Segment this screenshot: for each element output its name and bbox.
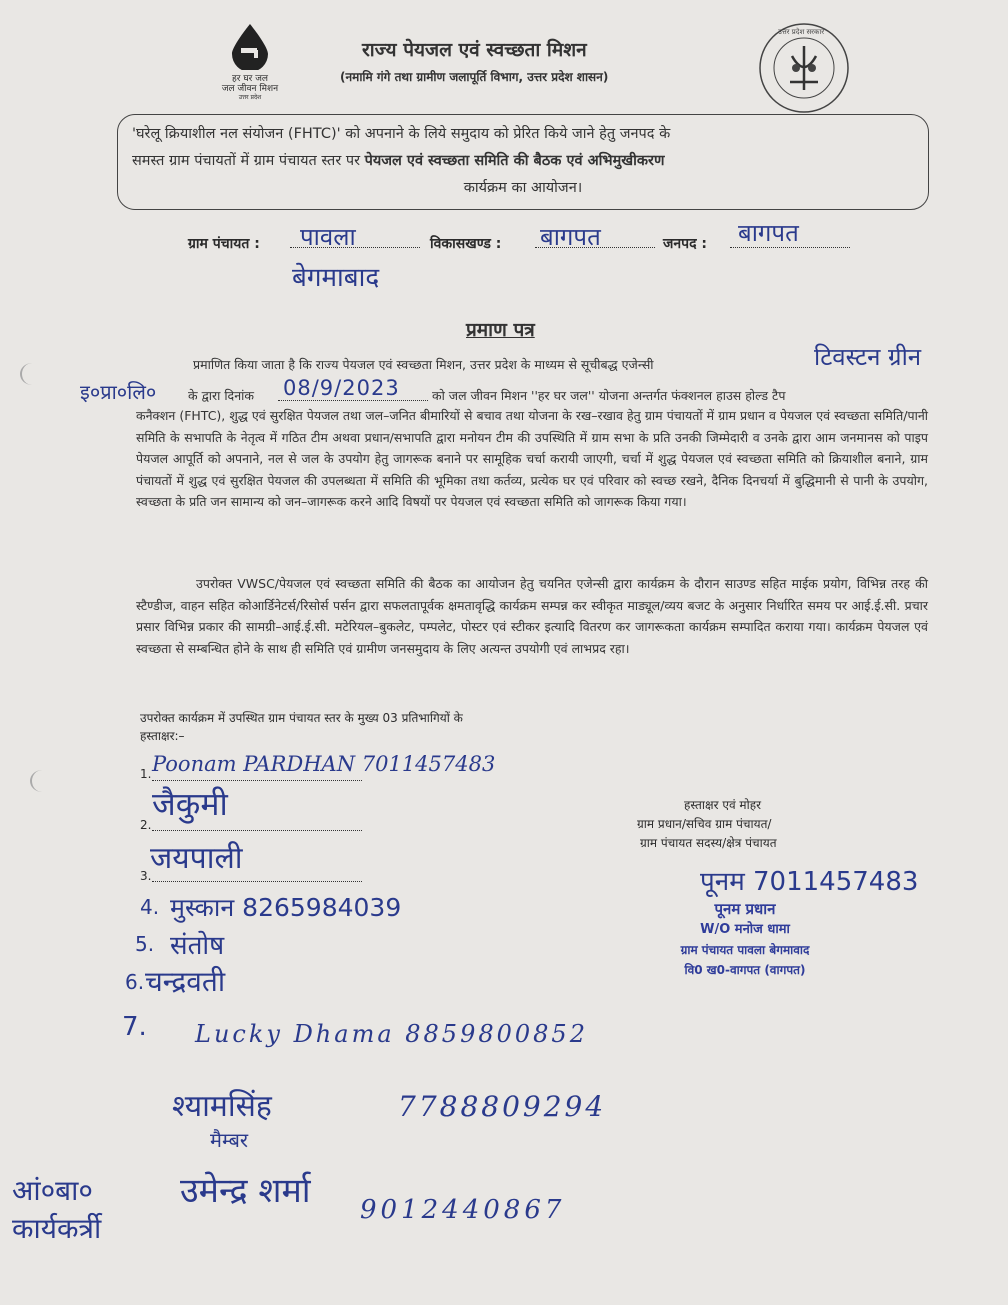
logo-line-1: हर घर जल — [232, 74, 268, 84]
para1-line2a: के द्वारा दिनांक — [188, 388, 254, 403]
participant-2-sign: जैकुमी — [152, 785, 228, 823]
certificate-heading: प्रमाण पत्र — [466, 319, 535, 341]
participant-2-num: 2. — [140, 818, 152, 832]
participant-2-blank — [152, 830, 362, 831]
gp-value-2: बेगमाबाद — [292, 263, 380, 293]
participant-5-num: 5. — [135, 932, 155, 956]
participant-6-sign: चन्द्रवती — [145, 965, 226, 998]
gp-value: पावला — [300, 223, 356, 251]
sign-role-1: ग्राम प्रधान/सचिव ग्राम पंचायत/ — [637, 817, 772, 831]
participant-3-sign: जयपाली — [150, 841, 243, 876]
date-handwritten: 08/9/2023 — [283, 376, 400, 400]
up-government-seal — [758, 22, 850, 114]
block-value: बागपत — [540, 223, 601, 251]
participant-4-num: 4. — [140, 895, 160, 919]
header-title: राज्य पेयजल एवं स्वच्छता मिशन — [362, 39, 587, 61]
signatory-9-phone: 9012440867 — [360, 1195, 566, 1225]
header-subtitle: (नमामि गंगे तथा ग्रामीण जलापूर्ति विभाग, उत्तर प्रदेश शासन) — [340, 70, 609, 84]
participant-7-sign: Lucky Dhama 8859800852 — [195, 1020, 588, 1048]
participant-3-num: 3. — [140, 869, 152, 883]
har-ghar-jal-logo — [205, 22, 295, 102]
district-label: जनपद : — [663, 236, 708, 252]
sign-seal-label: हस्ताक्षर एवं मोहर — [684, 798, 762, 812]
punch-hole-mark — [20, 363, 44, 385]
pradhan-signature: पूनम 7011457483 — [700, 867, 919, 897]
participant-7-num: 7. — [122, 1012, 147, 1042]
para1-line1: प्रमाणित किया जाता है कि राज्य पेयजल एवं स्वच्छता मिशन, उत्तर प्रदेश के माध्यम से सूचीबद्ध एजेन्सी — [193, 357, 654, 372]
agency-handwritten: टिवस्टन ग्रीन — [814, 343, 922, 371]
water-drop-icon — [226, 22, 274, 70]
signatory-8-name: श्यामसिंह — [172, 1089, 272, 1124]
stamp-wo: W/O मनोज धामा — [700, 922, 790, 937]
date-blank — [278, 400, 428, 401]
participant-3-blank — [152, 881, 362, 882]
agency-handwritten-2: इ०प्रा०लि० — [80, 380, 157, 404]
participant-1-sign: Poonam PARDHAN 7011457483 — [152, 752, 496, 776]
gp-label: ग्राम पंचायत : — [188, 236, 260, 252]
signatory-9-name: उमेन्द्र शर्मा — [180, 1171, 311, 1211]
punch-hole-mark — [30, 770, 54, 792]
logo-line-2: जल जीवन मिशन — [221, 84, 279, 94]
para1-line2b: को जल जीवन मिशन ''हर घर जल'' योजना अन्तर्गत फंक्शनल हाउस होल्ड टैप — [432, 388, 786, 403]
district-value: बागपत — [738, 219, 799, 247]
banner-line-2b: पेयजल एवं स्वच्छता समिति की बैठक एवं अभिमुखीकरण — [364, 153, 665, 169]
seal-text: उत्तर प्रदेश सरकार — [778, 28, 825, 36]
program-banner — [117, 114, 929, 210]
pradhan-stamp — [640, 898, 850, 980]
stamp-block: वि0 ख0-वागपत (वागपत) — [684, 963, 806, 977]
sign-intro-2: हस्ताक्षर:– — [140, 729, 185, 743]
stamp-name: पूनम प्रधान — [714, 900, 776, 918]
stamp-gp: ग्राम पंचायत पावला बेगमावाद — [680, 943, 810, 957]
signatory-9-role: आं०बा० कार्यकर्त्री — [12, 1174, 102, 1245]
signatory-8-phone: 7788809294 — [398, 1090, 607, 1123]
logo-line-3: उत्तर प्रदेश — [238, 94, 262, 101]
participant-1-blank — [152, 780, 362, 781]
sign-intro-1: उपरोक्त कार्यक्रम में उपस्थित ग्राम पंचायत स्तर के मुख्य 03 प्रतिभागियों के — [140, 711, 463, 725]
para2: उपरोक्त VWSC/पेयजल एवं स्वच्छता समिति की बैठक का आयोजन हेतु चयनित एजेन्सी द्वारा कार्यक्रम के दौरान साउण्ड सहित माईक प्रयोग, विभिन्न तरह की स्टैण्डीज, वाहन सहित कोआर्डिनेटर्स/रिसोर्स पर्सन द्वारा सफलतापूर्वक क्षमतावृद्धि कार्यक्रम सम्पन्न कर स्वीकृत माड्यूल/व्यय बजट के अनुसार निर्धारित समय पर आई.ई.सी. प्रचार प्रसार विभिन्न प्रकार की सामग्री–आई.ई.सी. मटेरियल–बुकलेट, पम्पलेट, पोस्टर एवं स्टीकर इत्यादि वितरण कर जागरूकता कार्यक्रम सम्पादित कराया गया। कार्यक्रम पेयजल एवं स्वच्छता से सम्बन्धित होने के साथ ही समिति एवं ग्रामीण जनसमुदाय के लिए अत्यन्त उपयोगी एवं लाभप्रद रहा। — [136, 576, 929, 656]
participant-6-num: 6. — [125, 970, 145, 994]
participant-5-sign: संतोष — [170, 931, 225, 961]
sign-role-2: ग्राम पंचायत सदस्य/क्षेत्र पंचायत — [640, 836, 777, 850]
banner-line-2a: समस्त ग्राम पंचायतों में ग्राम पंचायत स्तर पर — [132, 153, 365, 169]
participant-1-num: 1. — [140, 767, 152, 781]
para1-rest: कनैक्शन (FHTC), शुद्ध एवं सुरक्षित पेयजल तथा जल–जनित बीमारियों से बचाव तथा योजना के रख–रखाव हेतु ग्राम पंचायतों में ग्राम प्रधान व पेयजल एवं स्वच्छता समिति/पानी समिति के सभापति के नेतृत्व में गठित टीम अथवा प्रधान/सभापति द्वारा मनोयन टीम की उपस्थिति में ग्राम सभा के प्रति उनकी जिम्मेदारी व उनके द्वारा आम जनमानस को पाइप पेयजल आपूर्ति को अपनाने, नल से जल के उपयोग हेतु जागरूक बनाने पर सामूहिक चर्चा करायी जाएगी, चर्चा में शुद्ध पेयजल एवं स्वच्छता समिति को क्रियाशील बनाने, ग्राम पंचायतों में शुद्ध एवं सुरक्षित पेयजल की उपलब्धता में समिति की भूमिका तथा कर्तव्य, प्रत्येक घर एवं परिवार को स्वच्छ रखने, दैनिक दिनचर्या में बुद्धिमानी से पानी के उपयोग, स्वच्छता के प्रति जन सामान्य को जन–जागरूक करने आदि विषयों पर पेयजल एवं स्वच्छता समिति को जागरूक किया गया। — [136, 408, 928, 509]
banner-line-1: 'घरेलू क्रियाशील नल संयोजन (FHTC)' को अपनाने के लिये समुदाय को प्रेरित किये जाने हेतु जनपद के — [132, 126, 671, 142]
signatory-8-sub: मैम्बर — [210, 1128, 249, 1152]
banner-line-3: कार्यक्रम का आयोजन। — [463, 180, 583, 196]
participant-4-sign: मुस्कान 8265984039 — [170, 893, 402, 922]
block-label: विकासखण्ड : — [430, 236, 502, 252]
banner-line-2 — [132, 148, 914, 175]
